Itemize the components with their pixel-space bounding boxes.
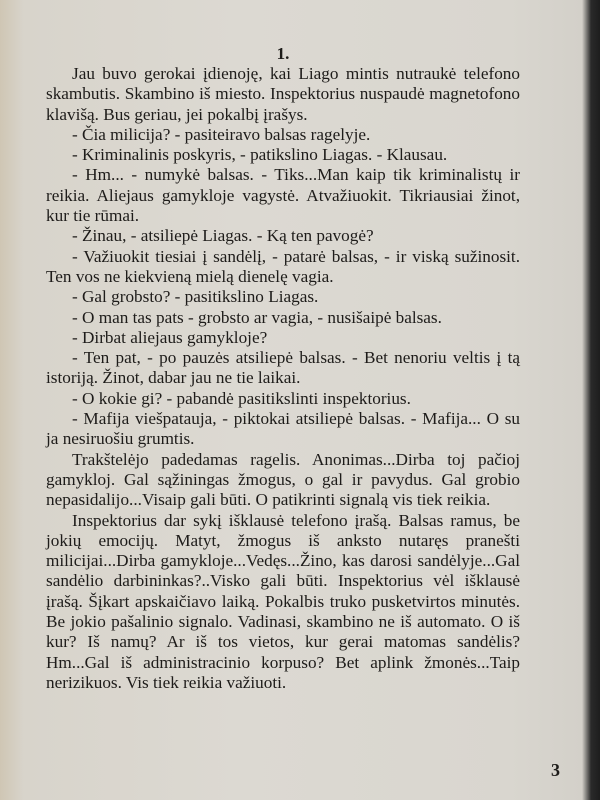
body-text: [46, 64, 520, 693]
paragraph: - Hm... - numykė balsas. - Tiks...Man kaip tik kriminalistų ir reikia. Aliejaus gamykloje vagystė. Atvažiuokit. Tikriausiai žinot, kur tie rūmai.: [46, 165, 520, 226]
paragraph: - Ten pat, - po pauzės atsiliepė balsas. - Bet nenoriu veltis į tą istoriją. Žinot, dabar jau ne tie laikai.: [46, 348, 520, 388]
paragraph: Inspektorius dar sykį išklausė telefono įrašą. Balsas ramus, be jokių emocijų. Matyt, žmogus iš anksto nutaręs pranešti milicijai...Dirba gamykloje...Vedęs...Žino, kas darosi sandėlyje...Gal sandėlio darbininkas?..Visko gali būti. Inspektorius vėl išklausė įrašą. Šįkart apskaičiavo laiką. Pokalbis truko pusketvirtos minutės. Be jokio pašalinio signalo. Vadinasi, skambino ne iš automato. O iš kur? Iš namų? Ar iš tos vietos, kur gerai matomas sandėlis? Hm...Gal iš administracinio korpuso? Bet aplink žmonės...Taip nerizikuos. Vis tiek reikia važiuoti.: [46, 510, 520, 692]
book-page: [46, 0, 560, 800]
paragraph: Jau buvo gerokai įdienoję, kai Liago mintis nutraukė telefono skambutis. Skambino iš miesto. Inspektorius nuspaudė magnetofono klavišą. Bus geriau, jei pokalbį įrašys.: [46, 64, 520, 124]
paragraph: - Dirbat aliejaus gamykloje?: [72, 327, 268, 347]
paragraph: - Kriminalinis poskyris, - patikslino Liagas. - Klausau.: [72, 145, 448, 165]
page-number: 3: [551, 760, 560, 780]
paragraph: - O man tas pats - grobsto ar vagia, - nusišaipė balsas.: [72, 307, 442, 327]
paragraph: - Gal grobsto? - pasitikslino Liagas.: [72, 287, 319, 307]
paragraph: - O kokie gi? - pabandė pasitikslinti inspektorius.: [72, 388, 411, 408]
chapter-heading: 1.: [276, 44, 290, 63]
paragraph: - Žinau, - atsiliepė Liagas. - Ką ten pavogė?: [72, 226, 374, 246]
paragraph: Trakštelėjo padedamas ragelis. Anonimas...Dirba toj pačioj gamykloj. Gal sąžiningas žmogus, o gal ir pavydus. Gal grobio nepasidalijo...Visaip gali būti. O patikrinti signalą vis tiek reikia.: [46, 449, 520, 510]
paragraph: - Čia milicija? - pasiteiravo balsas ragelyje.: [72, 124, 371, 144]
paragraph: - Mafija viešpatauja, - piktokai atsiliepė balsas. - Mafija... O su ja nesiruošiu grumtis.: [46, 409, 520, 449]
paragraph: - Važiuokit tiesiai į sandėlį, - patarė balsas, - ir viską sužinosit. Ten vos ne kiekvieną mielą dienelę vagia.: [46, 246, 520, 286]
